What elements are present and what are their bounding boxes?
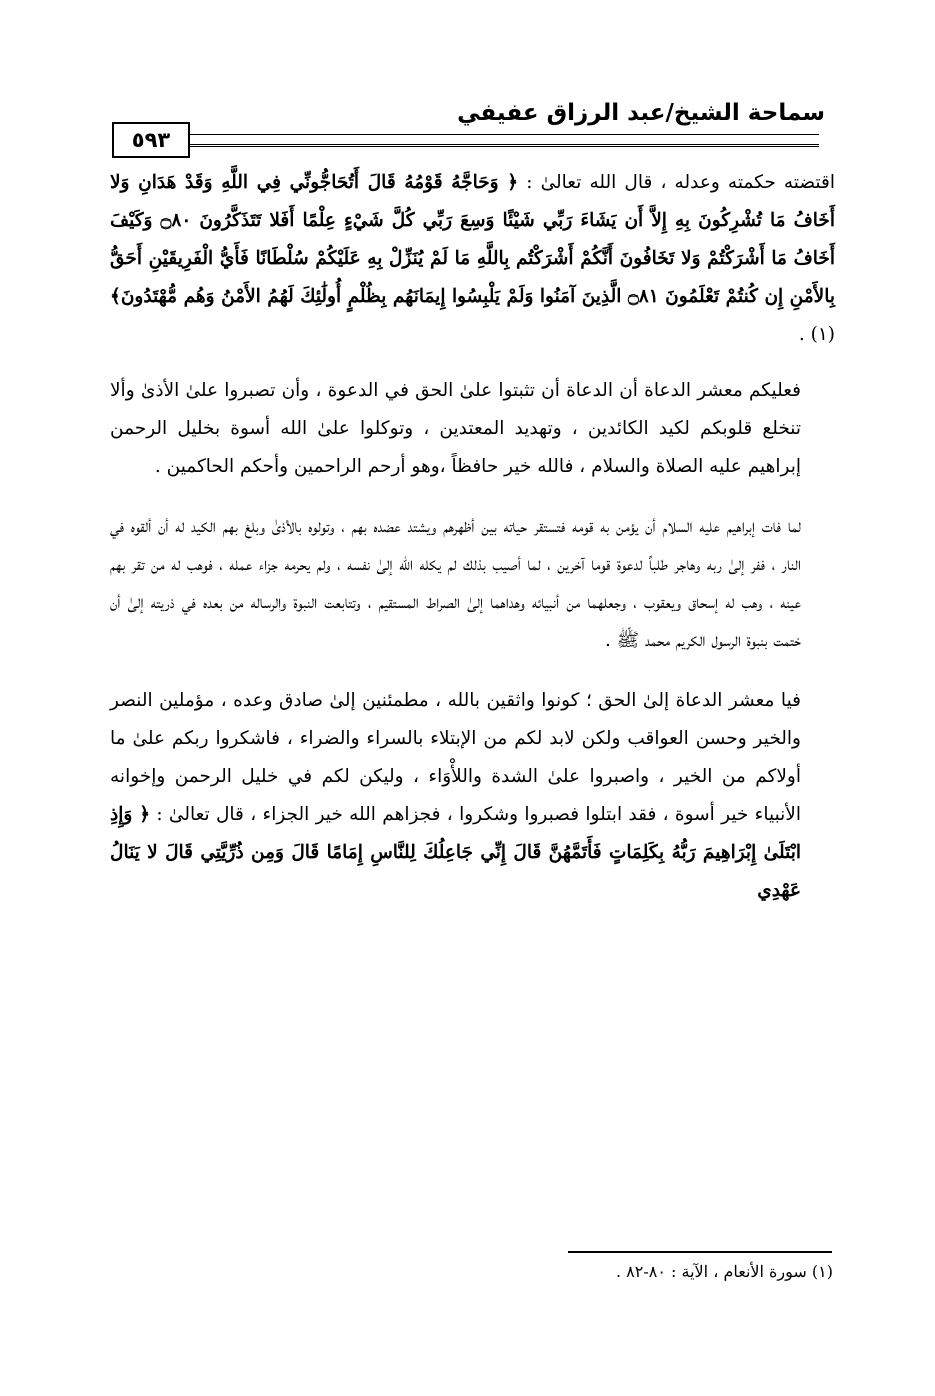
main-text	[110, 164, 835, 932]
paragraph-4	[110, 682, 835, 910]
paragraph-4-text: فيا معشر الدعاة إلىٰ الحق ؛ كونوا واثقين بالله ، مطمئنين إلىٰ صادق وعده ، مؤملين النصر والخير وحسن العواقب ولكن لابد لكم من الإبتلاء بالسراء والضراء ، فاشكروا ربكم علىٰ ما أولاكم من الخير ، واصبروا علىٰ الشدة واللأْوَاء ، وليكن لكم في خليل الرحمن وإخوانه الأنبياء خير أسوة ، فقد ابتلوا فصبروا وشكروا ، فجزاهم الله خير الجزاء ، قال تعالىٰ :	[110, 690, 802, 825]
page-number: ٥٩٣	[112, 122, 190, 158]
footnote-ref-1: (١) .	[798, 324, 835, 345]
paragraph-1-intro: اقتضته حكمته وعدله ، قال الله تعالىٰ :	[518, 172, 835, 193]
paragraph-2: فعليكم معشر الدعاة أن الدعاة أن تثبتوا علىٰ الحق في الدعوة ، وأن تصبروا علىٰ الأذىٰ وألا تنخلع قلوبكم لكيد الكائدين ، وتهديد المعتدين ، وتوكلوا علىٰ الله أسوة بخليل الرحمن إبراهيم عليه الصلاة والسلام ، فالله خير حافظاً ،وهو أرحم الراحمين وأحكم الحاكمين .	[110, 380, 801, 477]
page-header	[0, 0, 935, 160]
paragraph-1	[110, 164, 835, 354]
quran-verse-anam: ﴿ وَحَاجَّهُ قَوْمُهُ قَالَ أَتُحَاجُّونِّي فِي اللَّهِ وَقَدْ هَدَانِ وَلا أَخَافُ مَا تُشْرِكُونَ بِهِ إِلاَّ أَن يَشَاءَ رَبِّي شَيْئًا وَسِعَ رَبِّي كُلَّ شَيْءٍ عِلْمًا أَفَلا تَتَذَكَّرُونَ ۝٨٠ وَكَيْفَ أَخَافُ مَا أَشْرَكْتُمْ وَلا تَخَافُونَ أَنَّكُمْ أَشْرَكْتُم بِاللَّهِ مَا لَمْ يُنَزِّلْ بِهِ عَلَيْكُمْ سُلْطَانًا فَأَيُّ الْفَرِيقَيْنِ أَحَقُّ بِالأَمْنِ إِن كُنتُمْ تَعْلَمُونَ ۝٨١ الَّذِينَ آمَنُوا وَلَمْ يَلْبِسُوا إِيمَانَهُم بِظُلْمٍ أُولَٰئِكَ لَهُمُ الأَمْنُ وَهُم مُّهْتَدُونَ﴾	[110, 172, 836, 307]
header-rule-double	[112, 144, 819, 147]
footnote-1: (١) سورة الأنعام ، الآية : ٨٠-٨٢ .	[615, 1262, 833, 1281]
header-rule-thin	[112, 134, 819, 135]
paragraph-3: لما فات إبراهيم عليه السلام أن يؤمن به قومه فتستقر حياته بين أظهرهم ويشتد عضده بهم ، وتولوه بالأذىٰ وبلغ بهم الكيد له أن ألقوه في النار ، ففر إلىٰ ربه وهاجر طلباً لدعوة قوما آخرين ، لما أصيب بذلك لم يكله الله إلىٰ نفسه ، ولم يحرمه جزاء عمله ، فوهب له من تقر بهم عينه ، وهب له إسحاق ويعقوب ، وجعلهما من أنبيائه وهداهما إلىٰ الصراط المستقيم ، وتتابعت النبوة والرساله من بعده في ذريته إلىٰ أن ختمت بنبوة الرسول الكريم محمد ﷺ .	[110, 516, 801, 651]
quran-verse-baqara: ﴿ وَإِذِ ابْتَلَىٰ إِبْرَاهِيمَ رَبُّهُ بِكَلِمَاتٍ فَأَتَمَّهُنَّ قَالَ إِنِّي جَاعِلُكَ لِلنَّاسِ إِمَامًا قَالَ وَمِن ذُرِّيَّتِي قَالَ لا يَنَالُ عَهْدِي	[110, 804, 801, 901]
footnote-divider	[568, 1251, 832, 1253]
running-title: سماحة الشيخ/عبد الرزاق عفيفي	[457, 100, 825, 126]
